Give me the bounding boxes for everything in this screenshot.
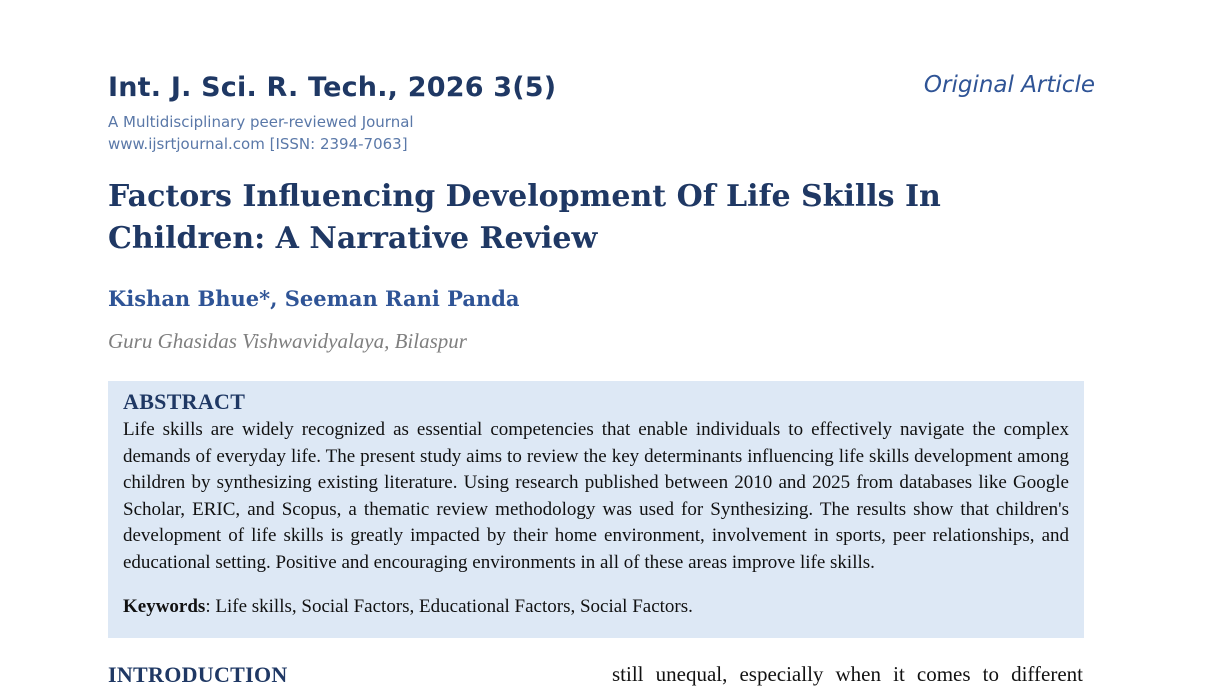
- right-column-text: still unequal, especially when it comes to different: [612, 662, 1083, 686]
- keywords-label: Keywords: [123, 596, 206, 617]
- keywords-text: : Life skills, Social Factors, Educational Factors, Social Factors.: [205, 596, 693, 617]
- abstract-heading: ABSTRACT: [123, 389, 246, 414]
- journal-tagline: A Multidisciplinary peer-reviewed Journal: [108, 113, 414, 131]
- author-affiliation: Guru Ghasidas Vishwavidyalaya, Bilaspur: [108, 329, 467, 353]
- article-type-label: Original Article: [923, 72, 1095, 98]
- paper-title: Factors Influencing Development Of Life Skills In Children: A Narrative Review: [108, 179, 941, 256]
- introduction-heading: INTRODUCTION: [108, 662, 288, 687]
- keywords-line: [123, 595, 1069, 619]
- journal-title: Int. J. Sci. R. Tech., 2026 3(5): [108, 72, 557, 103]
- author-list: Kishan Bhue*, Seeman Rani Panda: [108, 286, 520, 311]
- journal-website-issn: www.ijsrtjournal.com [ISSN: 2394-7063]: [108, 135, 408, 153]
- abstract-box: [108, 381, 1084, 638]
- abstract-text: Life skills are widely recognized as essential competencies that enable individuals to effectively navigate the complex demands of everyday life. The present study aims to review the key determinants influencing life skills development among children by synthesizing existing literature. Using research published between 2010 and 2025 from databases like Google Scholar, ERIC, and Scopus, a thematic review methodology was used for Synthesizing. The results show that children's development of life skills is greatly impacted by their home environment, involvement in sports, peer relationships, and educational setting. Positive and encouraging environments in all of these areas improve life skills.: [123, 419, 1069, 573]
